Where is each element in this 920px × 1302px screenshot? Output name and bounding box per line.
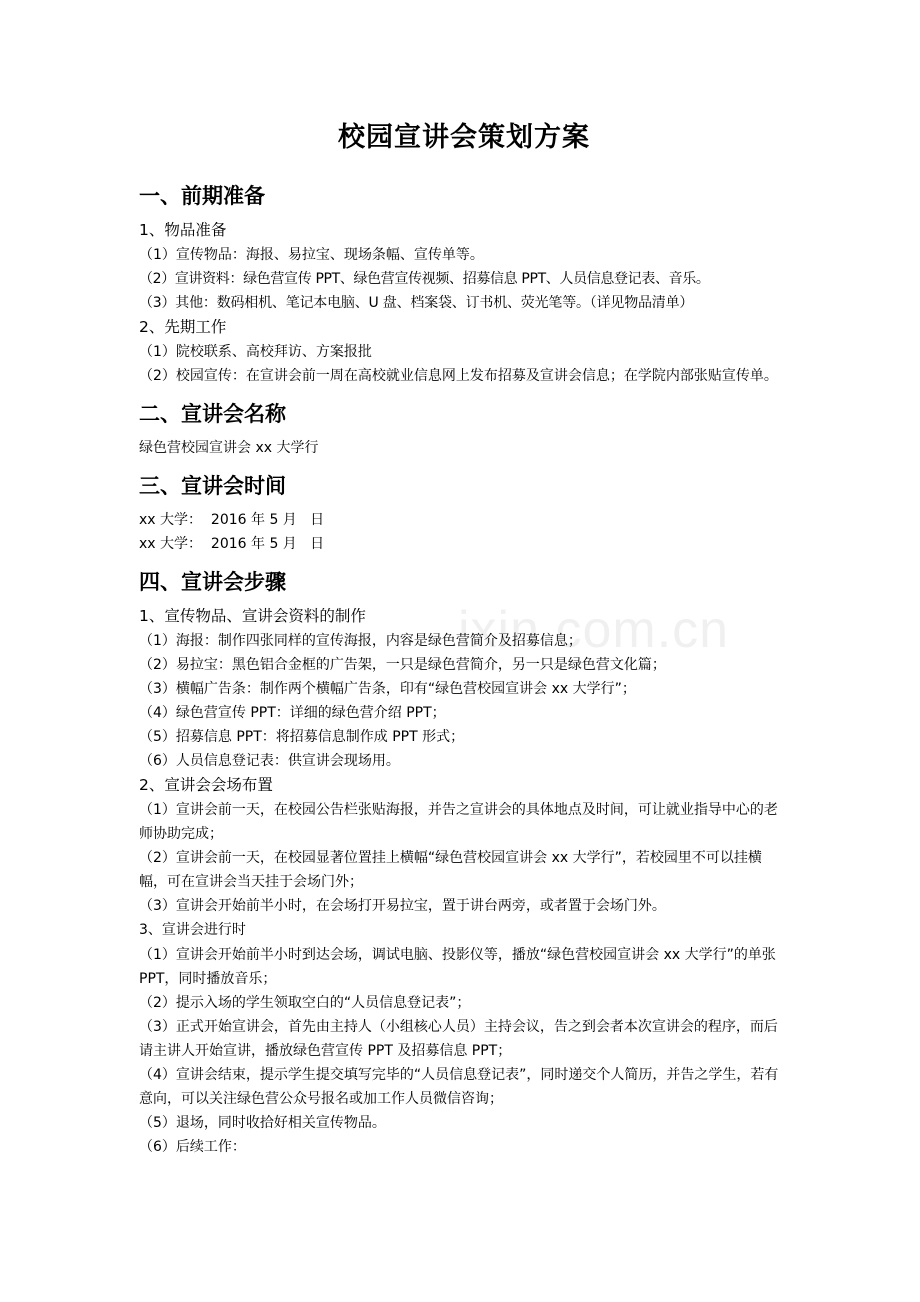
- subheading-items: 1、物品准备: [139, 221, 227, 239]
- list-item: （2）易拉宝：黑色铝合金框的广告架，一只是绿色营简介，另一只是绿色营文化篇；: [139, 657, 666, 673]
- list-item: （3）横幅广告条：制作两个横幅广告条，印有“绿色营校园宣讲会 xx 大学行”；: [139, 681, 636, 697]
- event-name: 绿色营校园宣讲会 xx 大学行: [139, 440, 319, 456]
- section-heading-name: 二、宣讲会名称: [139, 402, 286, 426]
- list-item: （2）宣讲资料：绿色营宣传 PPT、绿色营宣传视频、招募信息 PPT、人员信息登记表、音乐。: [139, 271, 710, 287]
- watermark: ixin.com.cn: [458, 601, 730, 659]
- list-item: （3）正式开始宣讲会，首先由主持人（小组核心人员）主持会议，告之到会者本次宣讲会的程序，而后请主讲人开始宣讲，播放绿色营宣传 PPT 及招募信息 PPT；: [139, 1019, 778, 1059]
- list-item: （6）人员信息登记表：供宣讲会现场用。: [139, 753, 400, 769]
- list-item: （2）宣讲会前一天，在校园显著位置挂上横幅“绿色营校园宣讲会 xx 大学行”，若校园里不可以挂横幅，可在宣讲会当天挂于会场门外；: [139, 850, 762, 890]
- subheading-during: 3、宣讲会进行时: [139, 922, 246, 938]
- list-item: （1）宣讲会开始前半小时到达会场，调试电脑、投影仪等，播放“绿色营校园宣讲会 xx 大学行”的单张 PPT，同时播放音乐；: [139, 947, 776, 987]
- list-item: （1）宣传物品：海报、易拉宝、现场条幅、宣传单等。: [139, 247, 484, 263]
- list-item: （2）提示入场的学生领取空白的“人员信息登记表”；: [139, 995, 471, 1011]
- time-line: xx 大学： 2016 年 5 月 日: [139, 512, 325, 528]
- section-heading-steps: 四、宣讲会步骤: [139, 570, 286, 594]
- time-line: xx 大学： 2016 年 5 月 日: [139, 536, 325, 552]
- section-heading-time: 三、宣讲会时间: [139, 474, 286, 498]
- subheading-work: 2、先期工作: [139, 318, 227, 336]
- subheading-venue: 2、宣讲会会场布置: [139, 776, 273, 794]
- document-content: [139, 118, 789, 1159]
- list-item: （3）其他：数码相机、笔记本电脑、U 盘、档案袋、订书机、荧光笔等。（详见物品清单）: [139, 295, 694, 311]
- list-item: （4）宣讲会结束，提示学生提交填写完毕的“人员信息登记表”，同时递交个人简历，并告之学生，若有意向，可以关注绿色营公众号报名或加工作人员微信咨询；: [139, 1067, 779, 1107]
- subheading-materials: 1、宣传物品、宣讲会资料的制作: [139, 607, 366, 625]
- list-item: （5）退场，同时收拾好相关宣传物品。: [139, 1115, 386, 1131]
- list-item: （5）招募信息 PPT：将招募信息制作成 PPT 形式；: [139, 729, 465, 745]
- list-item: （6）后续工作：: [139, 1139, 246, 1155]
- list-item: （4）绿色营宣传 PPT：详细的绿色营介绍 PPT；: [139, 705, 446, 721]
- page-title: 校园宣讲会策划方案: [338, 122, 590, 153]
- section-heading-prep: 一、前期准备: [139, 184, 265, 208]
- list-item: （1）宣讲会前一天，在校园公告栏张贴海报，并告之宣讲会的具体地点及时间，可让就业指导中心的老师协助完成；: [139, 802, 778, 842]
- list-item: （1）院校联系、高校拜访、方案报批: [139, 344, 372, 360]
- list-item: （2）校园宣传：在宣讲会前一周在高校就业信息网上发布招募及宣讲会信息；在学院内部张贴宣传单。: [139, 368, 778, 384]
- list-item: （3）宣讲会开始前半小时，在会场打开易拉宝，置于讲台两旁，或者置于会场门外。: [139, 898, 666, 914]
- list-item: （1）海报：制作四张同样的宣传海报，内容是绿色营简介及招募信息；: [139, 633, 582, 649]
